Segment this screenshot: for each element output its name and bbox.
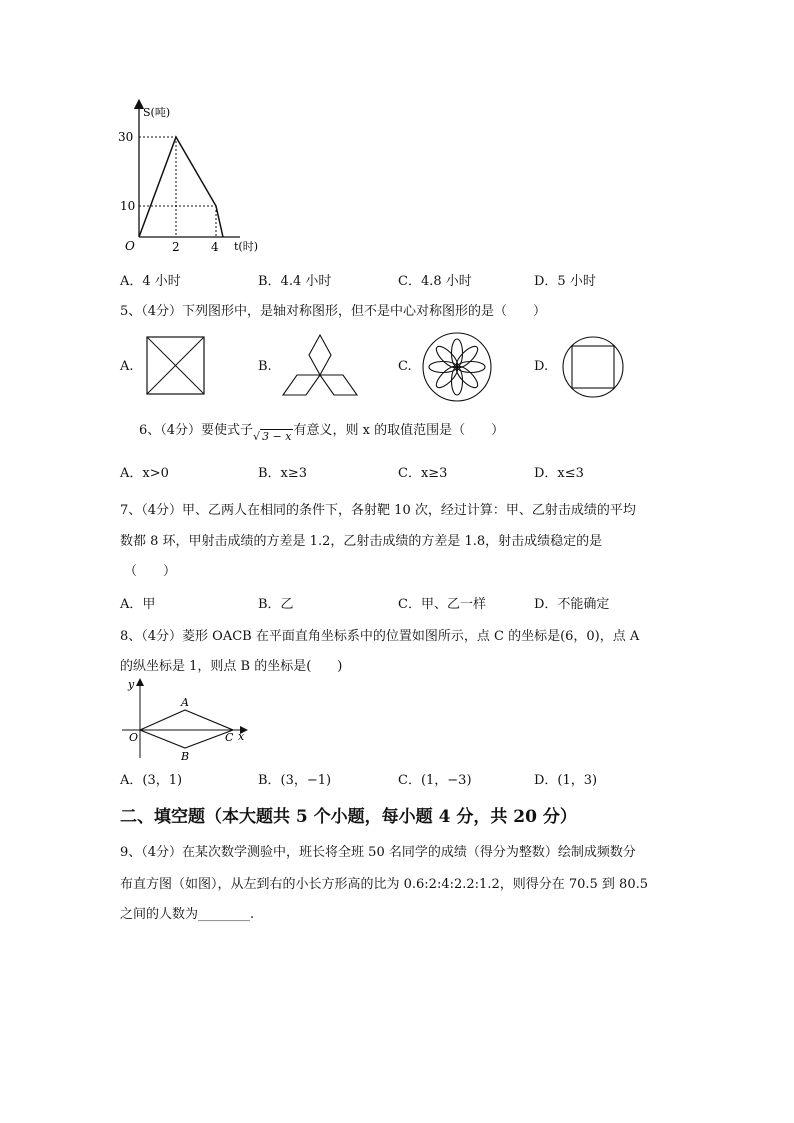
q8-option-d: D．(1，3)	[534, 773, 598, 788]
q8-option-a: A．(3，1)	[120, 773, 183, 788]
q8-line-1: 8、（4分）菱形 OACB 在平面直角坐标系中的位置如图所示，点 C 的坐标是(6，0)，点 A	[120, 629, 640, 644]
q7-option-b: B．乙	[258, 597, 294, 612]
q4-option-d: D．5 小时	[534, 274, 596, 289]
q4-tick-30: 30	[118, 130, 134, 144]
q8-label-o: O	[129, 731, 139, 744]
q8-label-x: x	[238, 730, 245, 743]
q6-option-b: B．x≥3	[258, 466, 308, 481]
q6-option-d: D．x≤3	[534, 466, 584, 481]
q7-option-d: D．不能确定	[534, 597, 610, 612]
q4-option-a: A．4 小时	[120, 274, 181, 289]
q6-option-a: A．x>0	[120, 466, 169, 481]
q7-option-c: C．甲、乙一样	[398, 597, 486, 612]
q7-line-1: 7、（4分）甲、乙两人在相同的条件下，各射靶 10 次，经过计算：甲、乙射击成绩的平均	[120, 503, 636, 518]
q9-line-3: 之间的人数为________.	[120, 907, 255, 922]
q6-option-c: C．x≥3	[398, 466, 448, 481]
q8-rhombus	[140, 710, 233, 748]
q5-label-c: C.	[398, 359, 412, 374]
q7-line-3: （ ）	[124, 564, 177, 579]
q5-stem: 5、（4分）下列图形中，是轴对称图形，但不是中心对称图形的是（ ）	[120, 304, 547, 319]
q4-x-label: t(时)	[234, 240, 259, 253]
q4-y-label: S(吨)	[143, 106, 171, 119]
q5-label-a: A.	[120, 359, 134, 374]
q5-label-d: D.	[534, 359, 549, 374]
q4-tick-10: 10	[120, 199, 136, 213]
q6-radicand: 3 − x	[262, 430, 292, 443]
q6-stem-after: 有意义，则 x 的取值范围是（ ）	[293, 423, 505, 438]
q4-option-c: C．4.8 小时	[398, 274, 472, 289]
q8-label-c: C	[225, 731, 234, 744]
q4-origin: O	[125, 239, 135, 253]
q8-label-b: B	[181, 750, 190, 763]
q4-option-b: B．4.4 小时	[258, 274, 332, 289]
q8-option-b: B．(3，−1)	[258, 773, 332, 788]
q9-line-2: 布直方图（如图），从左到右的小长方形高的比为 0.6:2:4:2.2:1.2，则得分在 70.5 到 80.5	[120, 877, 649, 892]
q8-option-c: C．(1，−3)	[398, 773, 472, 788]
q6-sqrt: √ 3 − x	[253, 430, 292, 443]
q9-line-1: 9、（4分）在某次数学测验中，班长将全班 50 名同学的成绩（得分为整数）绘制成频数分	[120, 845, 636, 860]
q7-line-2: 数都 8 环，甲射击成绩的方差是 1.2，乙射击成绩的方差是 1.8，射击成绩稳定的是	[120, 534, 603, 549]
q4-tick-2: 2	[172, 240, 180, 254]
section-2-title: 二、填空题（本大题共 5 个小题，每小题 4 分，共 20 分）	[120, 807, 577, 827]
q7-option-a: A．甲	[120, 597, 156, 612]
q4-tick-4: 4	[211, 240, 219, 254]
q8-label-a: A	[181, 696, 189, 709]
q8-line-2: 的纵坐标是 1，则点 B 的坐标是( )	[120, 659, 343, 674]
q5-label-b: B.	[258, 359, 272, 374]
q6-stem-before: 6、（4分）要使式子	[139, 423, 254, 438]
q8-label-y: y	[128, 678, 135, 691]
